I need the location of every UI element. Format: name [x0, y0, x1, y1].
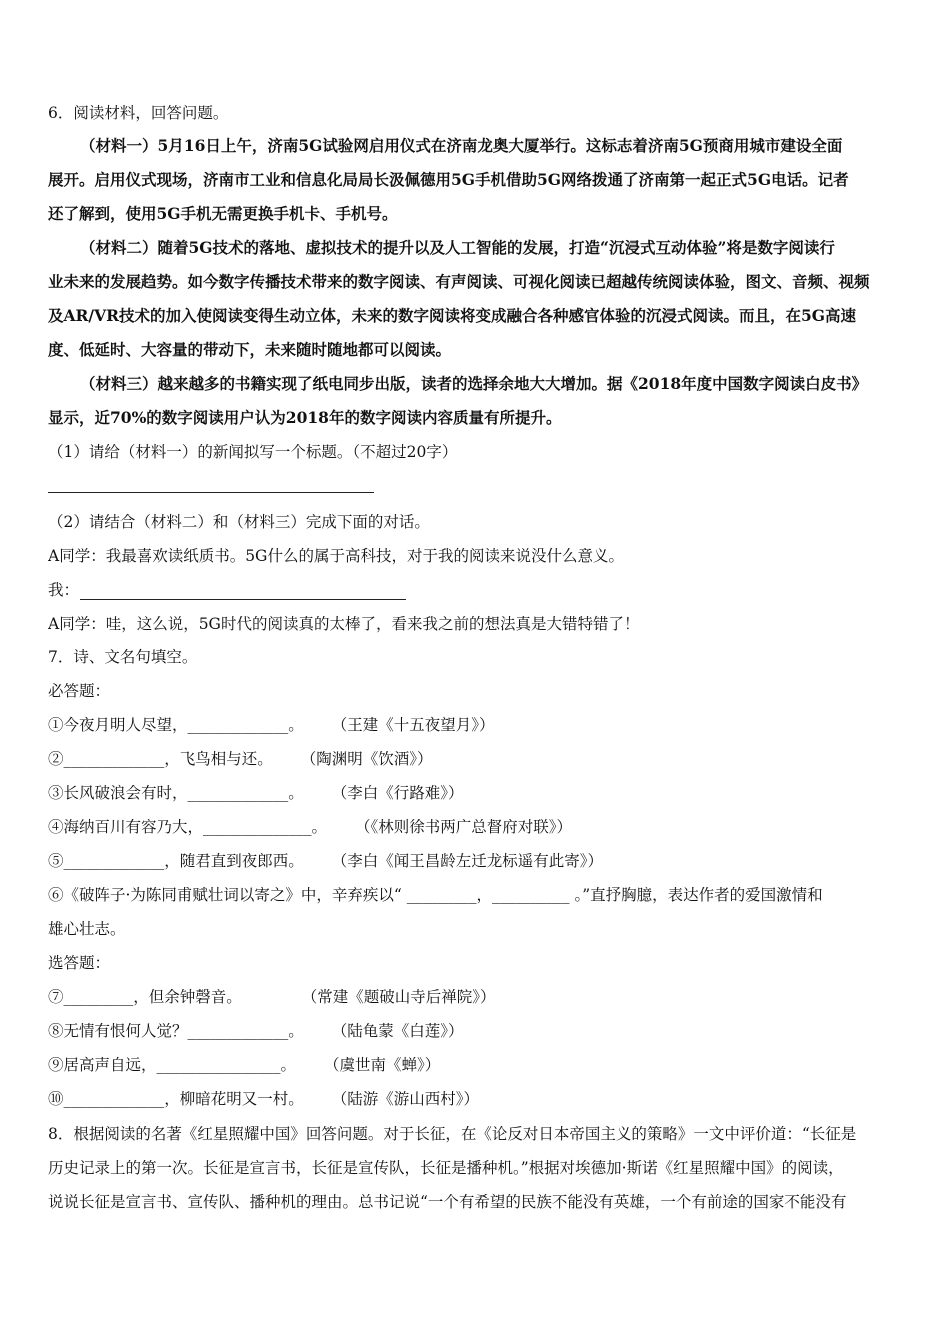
- q7-item-text: ⑩_____________，柳暗花明又一村。: [48, 1090, 304, 1108]
- q7-item-text: ⑧无情有恨何人觉？_____________。: [48, 1022, 304, 1040]
- q7-opt-item-9: [48, 1053, 908, 1077]
- q6-material1-line1: （材料一）5月16日上午，济南5G试验网启用仪式在济南龙奥大厦举行。这标志着济南5G预商用城市建设全面: [80, 136, 843, 155]
- q6-material1-line2: 展开。启用仪式现场，济南市工业和信息化局局长汲佩德用5G手机借助5G网络拨通了济南第一起正式5G电话。记者: [48, 170, 849, 189]
- q7-item-5: [48, 849, 908, 873]
- q7-item-source: （李白《行路难》）: [331, 784, 464, 802]
- q6-material2-line1: （材料二）随着5G技术的落地、虚拟技术的提升以及人工智能的发展，打造“沉浸式互动体验”将是数字阅读行: [80, 238, 835, 257]
- q7-item-text: ⑤_____________，随君直到夜郎西。: [48, 852, 304, 870]
- q6-dialog-me: 我：: [48, 581, 80, 599]
- q6-sub1-prompt: （1）请给（材料一）的新闻拟写一个标题。（不超过20字）: [48, 443, 458, 461]
- q7-item-4: [48, 815, 908, 839]
- q7-opt-item-10: [48, 1087, 908, 1111]
- q7-optional-label: 选答题：: [48, 954, 111, 972]
- q7-item-source: （《林则徐书两广总督府对联》）: [355, 818, 573, 836]
- q6-title: 6．阅读材料，回答问题。: [48, 104, 229, 122]
- q7-title: 7．诗、文名句填空。: [48, 648, 198, 666]
- q6-material2-line4: 度、低延时、大容量的带动下，未来随时随地都可以阅读。: [48, 340, 452, 359]
- q7-item-text: ⑦_________，但余钟磬音。: [48, 988, 242, 1006]
- q7-item-text: ②_____________，飞鸟相与还。: [48, 750, 273, 768]
- q6-dialog-answer-line[interactable]: [80, 599, 406, 600]
- q7-item-source: （陆游《游山西村》）: [331, 1090, 480, 1108]
- q7-item-6-line2: 雄心壮志。: [48, 920, 126, 938]
- q7-item-source: （李白《闻王昌龄左迁龙标遥有此寄》）: [331, 852, 604, 870]
- q7-item-source: （虞世南《蝉》）: [324, 1056, 441, 1074]
- q6-material2-line3: 及AR/VR技术的加入使阅读变得生动立体，未来的数字阅读将变成融合各种感官体验的沉浸式阅读。而且，在5G高速: [48, 306, 857, 325]
- q7-required-label: 必答题：: [48, 682, 111, 700]
- q7-opt-item-7: [48, 985, 908, 1009]
- q7-item-text: ③长风破浪会有时，_____________。: [48, 784, 304, 802]
- q7-item-2: [48, 747, 908, 771]
- q7-item-3: [48, 781, 908, 805]
- q8-line3: 说说长征是宣言书、宣传队、播种机的理由。总书记说“一个有希望的民族不能没有英雄，一个有前途的国家不能没有: [48, 1193, 847, 1211]
- q6-sub1-answer-line[interactable]: [48, 492, 374, 493]
- q7-item-source: （王建《十五夜望月》）: [331, 716, 495, 734]
- q6-dialog-a2: A同学：哇，这么说，5G时代的阅读真的太棒了，看来我之前的想法真是大错特错了！: [48, 615, 640, 633]
- q7-item-text: ①今夜月明人尽望，_____________。: [48, 716, 304, 734]
- q8-line2: 历史记录上的第一次。长征是宣言书，长征是宣传队，长征是播种机。”根据对埃德加·斯诺《红星照耀中国》的阅读，: [48, 1159, 844, 1177]
- q7-item-source: （陶渊明《饮酒》）: [300, 750, 433, 768]
- q7-item-source: （陆龟蒙《白莲》）: [331, 1022, 464, 1040]
- q7-item-source: （常建《题破山寺后禅院》）: [301, 988, 496, 1006]
- q8-line1: 8．根据阅读的名著《红星照耀中国》回答问题。对于长征，在《论反对日本帝国主义的策略》一文中评价道：“长征是: [48, 1125, 857, 1143]
- q7-item-text: ④海纳百川有容乃大，______________。: [48, 818, 328, 836]
- q6-material3-line2: 显示，近70%的数字阅读用户认为2018年的数字阅读内容质量有所提升。: [48, 408, 562, 427]
- q6-sub2-prompt: （2）请结合（材料二）和（材料三）完成下面的对话。: [48, 513, 430, 531]
- q6-material2-line2: 业未来的发展趋势。如今数字传播技术带来的数字阅读、有声阅读、可视化阅读已超越传统阅读体验，图文、音频、视频: [48, 272, 870, 291]
- q7-item-1: [48, 713, 908, 737]
- q7-item-text: ⑨居高声自远，________________。: [48, 1056, 297, 1074]
- q7-opt-item-8: [48, 1019, 908, 1043]
- q6-material3-line1: （材料三）越来越多的书籍实现了纸电同步出版，读者的选择余地大大增加。据《2018年度中国数字阅读白皮书》: [80, 374, 868, 393]
- q6-material1-line3: 还了解到，使用5G手机无需更换手机卡、手机号。: [48, 204, 398, 223]
- q7-item-6-line1: ⑥《破阵子·为陈同甫赋壮词以寄之》中，辛弃疾以“ _________，__________ 。”直抒胸臆，表达作者的爱国激情和: [48, 886, 823, 904]
- q6-dialog-a1: A同学：我最喜欢读纸质书。5G什么的属于高科技，对于我的阅读来说没什么意义。: [48, 547, 624, 565]
